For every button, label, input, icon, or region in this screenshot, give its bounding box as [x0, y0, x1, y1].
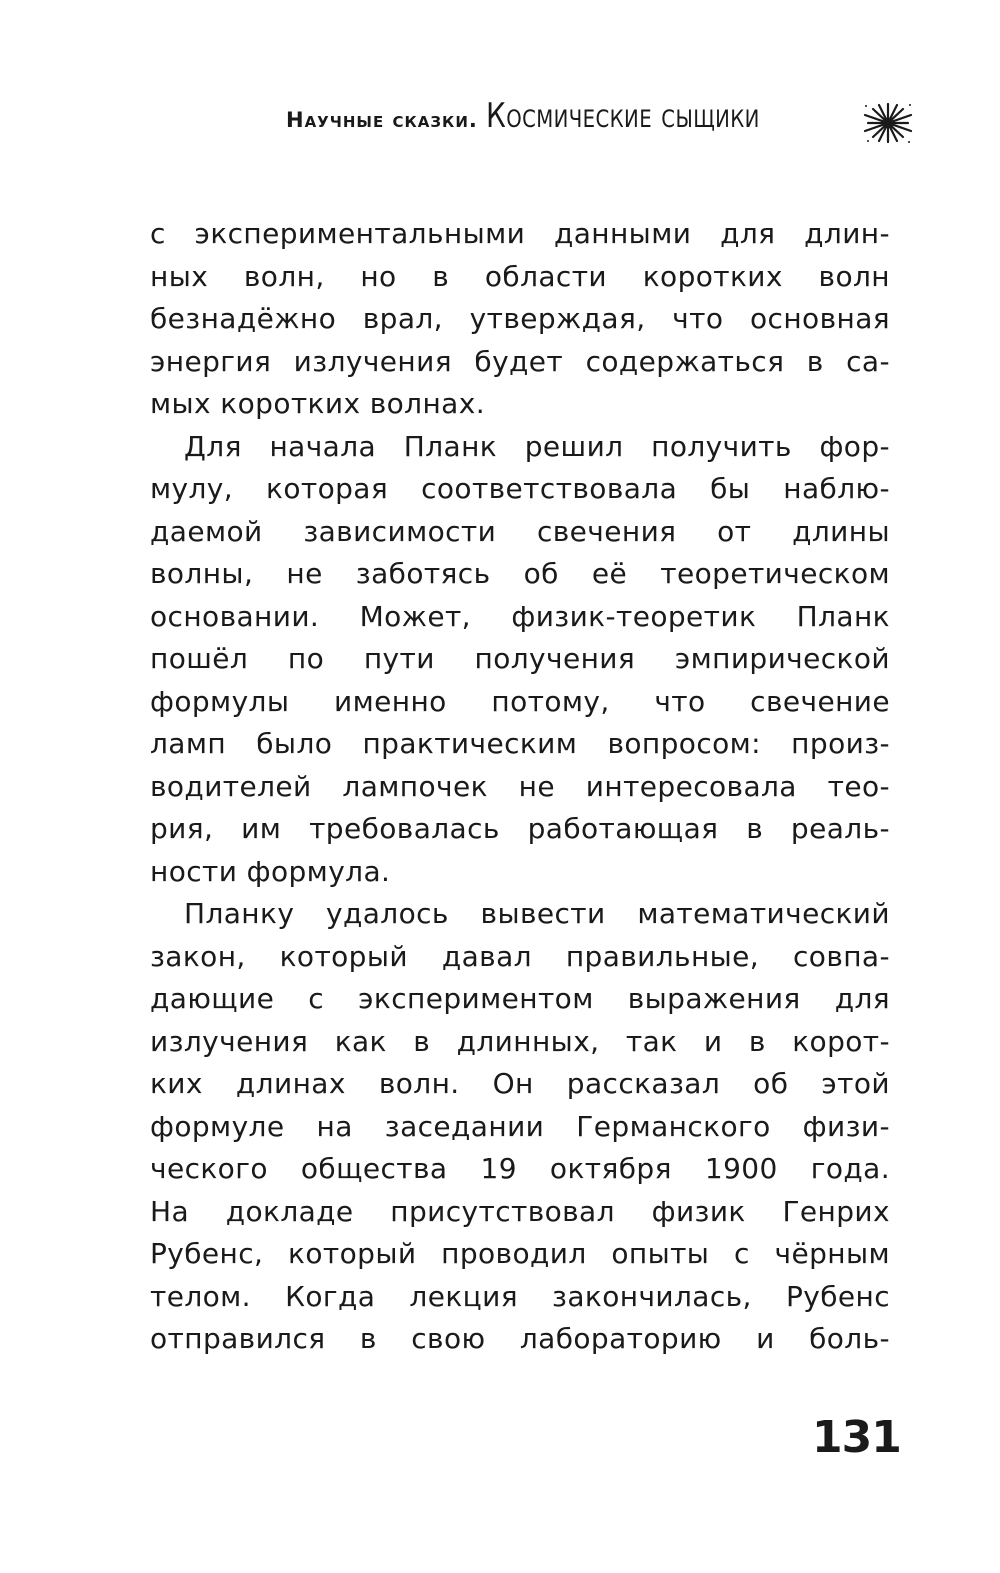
text-line: волны, не заботясь об её теоретическом [150, 557, 890, 590]
text-line: На докладе присутствовал физик Генрих [150, 1194, 890, 1228]
text-line: основании. Может, физик-теоретик Планк [150, 599, 890, 633]
text-line: пошёл по пути получения эмпирической [150, 642, 890, 675]
body-text [150, 213, 890, 1361]
text-line: безнадёжно врал, утверждая, что основная [150, 302, 890, 335]
text-line: энергия излучения будет содержаться в са- [150, 344, 890, 378]
text-line: ких длинах волн. Он рассказал об этой [150, 1067, 890, 1100]
text-line: дающие с экспериментом выражения для [150, 982, 890, 1015]
text-line: с экспериментальными данными для длин- [150, 217, 890, 250]
text-line: ных волн, но в области коротких волн [150, 259, 890, 293]
text-line: излучения как в длинных, так и в корот- [150, 1024, 890, 1058]
star-burst-icon [862, 100, 914, 146]
text-line: формулы именно потому, что свечение [150, 684, 890, 718]
text-line: рия, им требовалась работающая в реаль- [150, 812, 890, 845]
text-line: ности формула. [150, 854, 391, 888]
text-line: телом. Когда лекция закончилась, Рубенс [150, 1279, 890, 1313]
text-line: даемой зависимости свечения от длины [150, 514, 890, 548]
running-header [286, 96, 926, 152]
book-title: Космические сыщики [485, 96, 760, 136]
text-line: Рубенс, который проводил опыты с чёрным [150, 1237, 890, 1270]
text-line: закон, который давал правильные, совпа- [150, 939, 890, 973]
series-title: Научные сказки. [286, 108, 478, 132]
text-line: ческого общества 19 октября 1900 года. [150, 1152, 890, 1185]
text-line: ламп было практическим вопросом: произ- [150, 727, 890, 760]
text-line: отправился в свою лабораторию и боль- [150, 1322, 890, 1355]
paragraph-start-line: Для начала Планк решил получить фор- [184, 429, 890, 463]
text-line: водителей лампочек не интересовала тео- [150, 769, 890, 803]
text-line: мых коротких волнах. [150, 387, 486, 420]
page-number: 131 [812, 1412, 901, 1463]
text-line: мулу, которая соответствовала бы наблю- [150, 472, 890, 505]
text-line: формуле на заседании Германского физи- [150, 1109, 890, 1143]
paragraph-start-line: Планку удалось вывести математический [184, 897, 890, 930]
